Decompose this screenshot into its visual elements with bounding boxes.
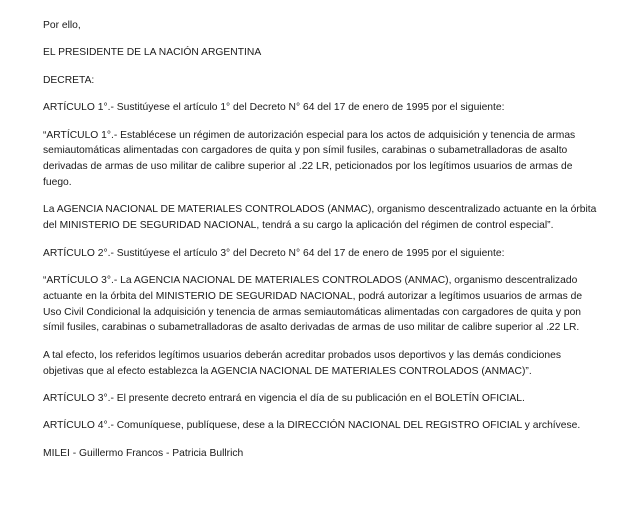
article-4: ARTÍCULO 4°.- Comuníquese, publíquese, dese a la DIRECCIÓN NACIONAL DEL REGISTRO OFICIAL y archívese.: [43, 420, 581, 432]
article-3-replacement-text: “ARTÍCULO 3°.- La AGENCIA NACIONAL DE MATERIALES CONTROLADOS (ANMAC), organismo descentralizado actuante en la órbita del MINISTERIO DE SEGURIDAD NACIONAL, podrá autorizar a legítimos usuarios de armas de Uso Civil Condicional la adquisición y tenencia de armas semiautomáticas alimentadas con cargadores de quita y pon símil fusiles, carabinas o subametralladoras de asalto derivadas de armas de uso militar de calibre superior al .22 LR.: [43, 274, 583, 334]
signatures: MILEI - Guillermo Francos - Patricia Bullrich: [43, 447, 244, 459]
article-1-anmac-paragraph: La AGENCIA NACIONAL DE MATERIALES CONTROLADOS (ANMAC), organismo descentralizado actuante en la órbita del MINISTERIO DE SEGURIDAD NACIONAL, tendrá a su cargo la aplicación del régimen de control especial”.: [43, 204, 597, 232]
article-3-efecto-paragraph: A tal efecto, los referidos legítimos usuarios deberán acreditar probados usos deportivos y las demás condiciones objetivas que al efecto establezca la AGENCIA NACIONAL DE MATERIALES CONTROLADOS (ANMAC)”.: [43, 349, 561, 377]
presidente-heading: EL PRESIDENTE DE LA NACIÓN ARGENTINA: [43, 47, 262, 59]
decreta-heading: DECRETA:: [43, 74, 95, 86]
article-1-intro: ARTÍCULO 1°.- Sustitúyese el artículo 1° del Decreto N° 64 del 17 de enero de 1995 por el siguiente:: [43, 102, 505, 114]
decree-document: [43, 18, 603, 473]
por-ello-paragraph: Por ello,: [43, 20, 81, 31]
article-1-text: “ARTÍCULO 1°.- Establécese un régimen de autorización especial para los actos de adquisición y tenencia de armas semiautomáticas alimentadas con cargadores de quita y pon símil fusiles, carabinas o subametralladoras de asalto derivadas de armas de uso militar de calibre superior al .22 LR, peticionados por los legítimos usuarios de armas de fuego.: [43, 129, 576, 188]
article-3-vigencia: ARTÍCULO 3°.- El presente decreto entrará en vigencia el día de su publicación en el BOLETÍN OFICIAL.: [43, 392, 525, 404]
article-2-intro: ARTÍCULO 2°.- Sustitúyese el artículo 3° del Decreto N° 64 del 17 de enero de 1995 por el siguiente:: [43, 247, 505, 259]
